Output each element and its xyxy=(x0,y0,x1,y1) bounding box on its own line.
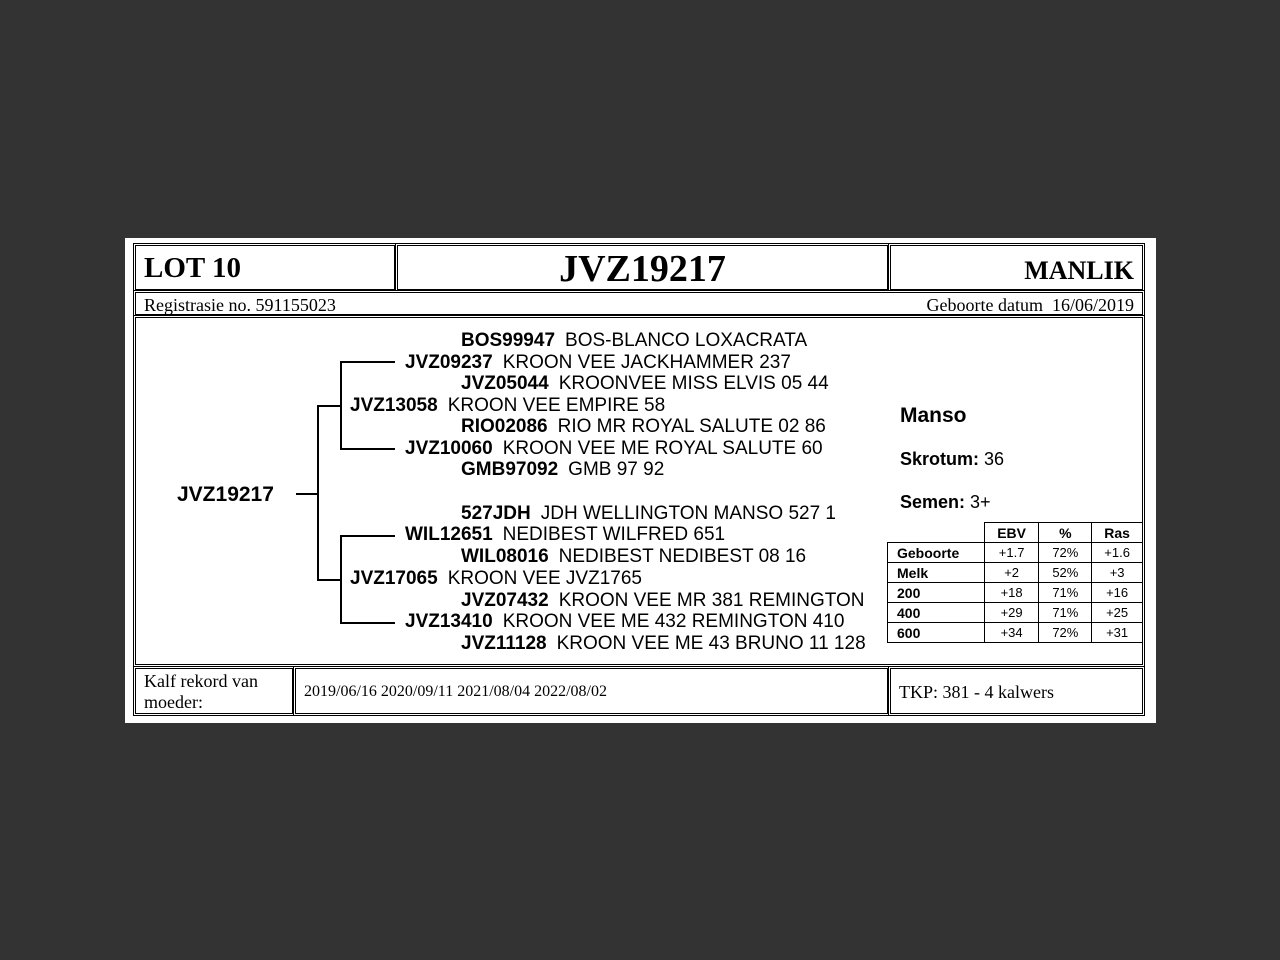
pedigree-id: WIL08016 xyxy=(461,546,549,567)
pedigree-id: RIO02086 xyxy=(461,416,548,437)
row-label: Geboorte xyxy=(888,543,985,563)
pedigree-self: JVZ19217 xyxy=(177,483,274,506)
ras-cell: +31 xyxy=(1092,623,1143,643)
pct-cell: 71% xyxy=(1039,603,1092,623)
tree-line xyxy=(317,405,341,407)
pedigree-name: JDH WELLINGTON MANSO 527 1 xyxy=(540,503,836,524)
pedigree-sire xyxy=(350,395,665,417)
table-row xyxy=(888,583,1143,603)
pedigree-id: JVZ13058 xyxy=(350,395,438,416)
pct-cell: 52% xyxy=(1039,563,1092,583)
ebv-cell: +2 xyxy=(984,563,1039,583)
pedigree-name: BOS-BLANCO LOXACRATA xyxy=(565,330,808,351)
pedigree-name: KROON VEE JVZ1765 xyxy=(447,568,642,589)
registration-row xyxy=(133,290,1145,317)
tree-line xyxy=(340,448,395,450)
tkp-box xyxy=(888,666,1145,716)
pedigree-sire-sire-sire xyxy=(461,330,807,352)
birth-date-value: 16/06/2019 xyxy=(1051,295,1134,315)
pedigree-id: GMB97092 xyxy=(461,459,559,480)
animal-id-box xyxy=(395,243,890,292)
ebv-cell: +18 xyxy=(984,583,1039,603)
tree-line xyxy=(340,622,395,624)
animal-name: Manso xyxy=(900,404,967,427)
pedigree-dam-sire-sire xyxy=(461,503,836,525)
ras-col-header: Ras xyxy=(1092,523,1143,543)
pedigree-sire-sire-dam xyxy=(461,373,829,395)
registration-number xyxy=(144,295,336,316)
pedigree-id: JVZ07432 xyxy=(461,590,549,611)
row-label: 600 xyxy=(888,623,985,643)
pct-cell: 72% xyxy=(1039,543,1092,563)
pedigree-id: WIL12651 xyxy=(405,524,493,545)
semen-value: 3+ xyxy=(970,492,991,512)
registration-label: Registrasie no. xyxy=(144,295,251,315)
ebv-cell: +34 xyxy=(984,623,1039,643)
calf-record-label-box xyxy=(133,666,295,716)
pedigree-area xyxy=(133,315,1145,667)
pedigree-sire-sire xyxy=(405,352,791,374)
pedigree-name: RIO MR ROYAL SALUTE 02 86 xyxy=(557,416,826,437)
pedigree-sire-dam xyxy=(405,438,823,460)
pedigree-dam xyxy=(350,568,642,590)
calf-record-label-line1: Kalf rekord van xyxy=(144,671,258,691)
ras-cell: +16 xyxy=(1092,583,1143,603)
pedigree-id: BOS99947 xyxy=(461,330,556,351)
tree-line xyxy=(296,493,318,495)
ebv-cell: +1.7 xyxy=(984,543,1039,563)
birth-date-label: Geboorte datum xyxy=(926,295,1043,315)
semen xyxy=(900,492,991,513)
pedigree-name: GMB 97 92 xyxy=(568,459,665,480)
tree-line xyxy=(317,579,341,581)
pedigree-name: KROON VEE ME 43 BRUNO 11 128 xyxy=(556,633,866,654)
skrotum xyxy=(900,449,1004,470)
pedigree-name: NEDIBEST NEDIBEST 08 16 xyxy=(558,546,807,567)
pct-col-header: % xyxy=(1039,523,1092,543)
table-row xyxy=(888,623,1143,643)
table-row xyxy=(888,563,1143,583)
pedigree-dam-dam-sire xyxy=(461,590,865,612)
ebv-table xyxy=(887,522,1143,643)
pedigree-id: JVZ09237 xyxy=(405,352,493,373)
pct-cell: 71% xyxy=(1039,583,1092,603)
calf-dates-box xyxy=(293,666,890,716)
pedigree-dam-dam xyxy=(405,611,844,633)
pedigree-id: JVZ10060 xyxy=(405,438,493,459)
pedigree-id: JVZ11128 xyxy=(461,633,547,654)
pedigree-id: JVZ05044 xyxy=(461,373,549,394)
pedigree-name: KROON VEE ME 432 REMINGTON 410 xyxy=(502,611,845,632)
pedigree-name: KROONVEE MISS ELVIS 05 44 xyxy=(558,373,829,394)
tkp-value: TKP: 381 - 4 kalwers xyxy=(899,682,1054,702)
sex-label: MANLIK xyxy=(1024,256,1134,285)
semen-label: Semen: xyxy=(900,492,966,512)
ras-cell: +25 xyxy=(1092,603,1143,623)
pedigree-sire-dam-dam xyxy=(461,459,664,481)
tree-line xyxy=(317,405,319,580)
pedigree-id: JVZ13410 xyxy=(405,611,493,632)
tree-line xyxy=(340,361,342,450)
pedigree-name: KROON VEE EMPIRE 58 xyxy=(447,395,666,416)
lot-box xyxy=(133,243,397,292)
skrotum-label: Skrotum: xyxy=(900,449,980,469)
table-row xyxy=(888,603,1143,623)
tree-line xyxy=(340,535,395,537)
ebv-header-row xyxy=(888,523,1143,543)
calf-dates: 2019/06/16 2020/09/11 2021/08/04 2022/08/02 xyxy=(304,683,607,700)
lot-card xyxy=(125,238,1156,723)
pedigree-sire-dam-sire xyxy=(461,416,826,438)
calf-record-label-line2: moeder: xyxy=(144,692,203,712)
calf-record-label xyxy=(144,671,258,713)
skrotum-value: 36 xyxy=(984,449,1005,469)
row-label: 400 xyxy=(888,603,985,623)
animal-id-title: JVZ19217 xyxy=(559,248,726,290)
row-label: 200 xyxy=(888,583,985,603)
ebv-corner xyxy=(888,523,985,543)
lot-number: LOT 10 xyxy=(144,252,241,284)
pedigree-id: 527JDH xyxy=(461,503,531,524)
ebv-col-header: EBV xyxy=(984,523,1039,543)
ras-cell: +1.6 xyxy=(1092,543,1143,563)
row-label: Melk xyxy=(888,563,985,583)
pedigree-name: NEDIBEST WILFRED 651 xyxy=(502,524,726,545)
ras-cell: +3 xyxy=(1092,563,1143,583)
table-row xyxy=(888,543,1143,563)
registration-value: 591155023 xyxy=(255,295,336,315)
pedigree-name: KROON VEE MR 381 REMINGTON xyxy=(558,590,865,611)
pct-cell: 72% xyxy=(1039,623,1092,643)
birth-date xyxy=(927,295,1134,316)
pedigree-dam-sire xyxy=(405,524,725,546)
pedigree-id: JVZ17065 xyxy=(350,568,438,589)
ebv-cell: +29 xyxy=(984,603,1039,623)
tree-line xyxy=(340,535,342,624)
pedigree-dam-dam-dam xyxy=(461,633,866,655)
pedigree-name: KROON VEE JACKHAMMER 237 xyxy=(502,352,791,373)
pedigree-name: KROON VEE ME ROYAL SALUTE 60 xyxy=(502,438,823,459)
sex-box xyxy=(888,243,1145,292)
tree-line xyxy=(340,361,395,363)
pedigree-dam-sire-dam xyxy=(461,546,806,568)
